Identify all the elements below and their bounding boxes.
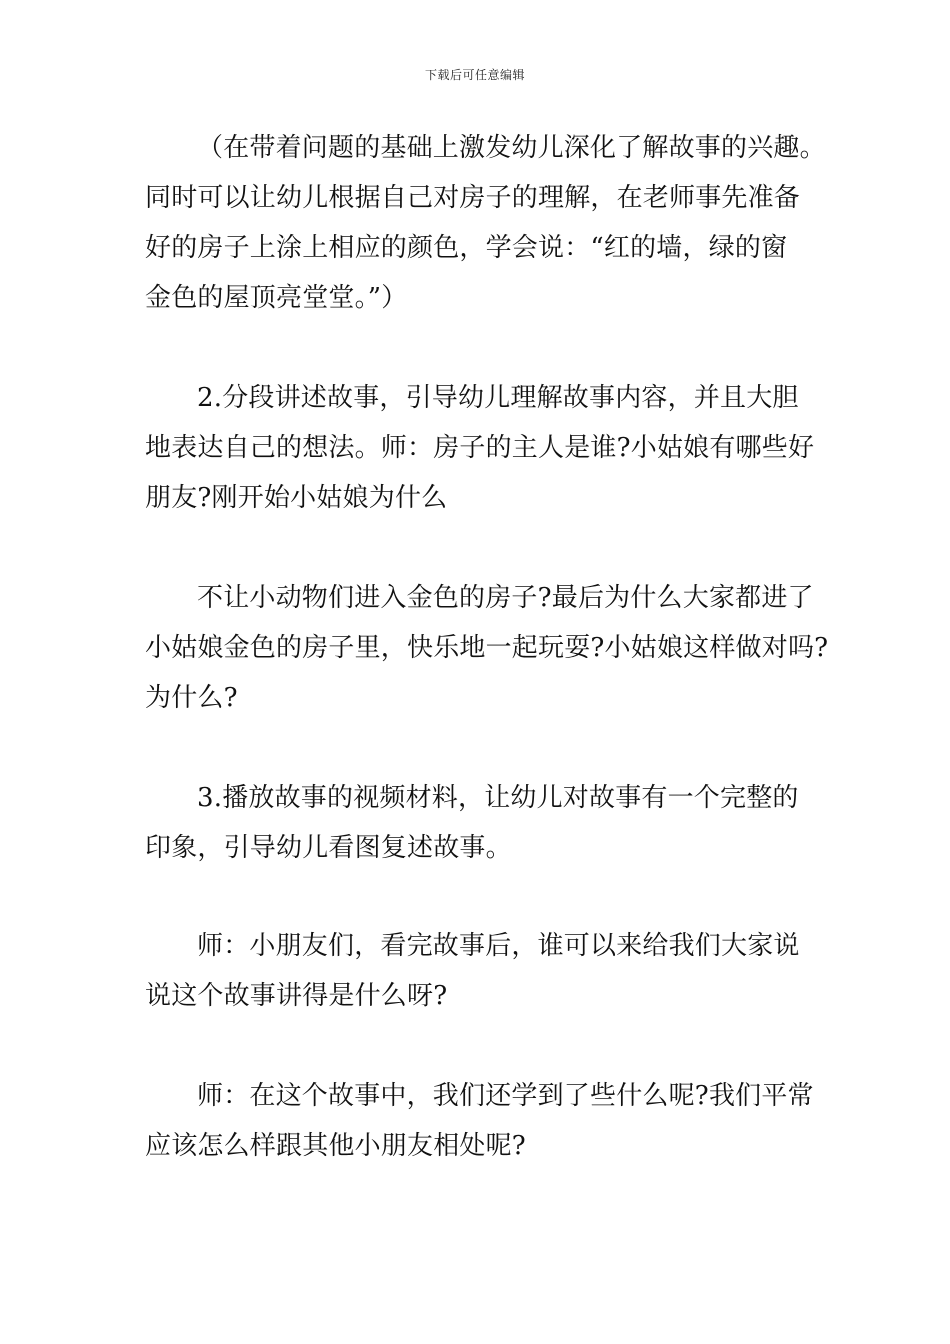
paragraph-2-line-3: 朋友?刚开始小姑娘为什么	[145, 483, 448, 513]
paragraph-1-line-3: 好的房子上涂上相应的颜色，学会说：“红的墙，绿的窗	[145, 233, 788, 263]
paragraph-6-line-1: 师：在这个故事中，我们还学到了些什么呢?我们平常	[197, 1081, 814, 1111]
paragraph-4-line-2: 印象，引导幼儿看图复述故事。	[145, 833, 512, 863]
paragraph-1-line-2: 同时可以让幼儿根据自己对房子的理解，在老师事先准备	[145, 183, 801, 213]
paragraph-1-line-1: （在带着问题的基础上激发幼儿深化了解故事的兴趣。	[197, 133, 826, 163]
paragraph-5-line-1: 师：小朋友们，看完故事后，谁可以来给我们大家说	[197, 931, 800, 961]
paragraph-3-line-1: 不让小动物们进入金色的房子?最后为什么大家都进了	[197, 583, 814, 613]
page-header: 下载后可任意编辑	[424, 68, 525, 82]
paragraph-4-line-1: 3.播放故事的视频材料，让幼儿对故事有一个完整的	[197, 783, 799, 813]
paragraph-2-line-1: 2.分段讲述故事，引导幼儿理解故事内容，并且大胆	[197, 383, 799, 413]
paragraph-3-line-2: 小姑娘金色的房子里，快乐地一起玩耍?小姑娘这样做对吗?	[145, 633, 829, 663]
paragraph-6-line-2: 应该怎么样跟其他小朋友相处呢?	[145, 1131, 526, 1161]
paragraph-5-line-2: 说这个故事讲得是什么呀?	[145, 981, 448, 1011]
paragraph-3-line-3: 为什么?	[145, 683, 238, 713]
paragraph-1-line-4: 金色的屋顶亮堂堂。”）	[145, 283, 408, 313]
paragraph-2-line-2: 地表达自己的想法。师：房子的主人是谁?小姑娘有哪些好	[145, 433, 815, 463]
